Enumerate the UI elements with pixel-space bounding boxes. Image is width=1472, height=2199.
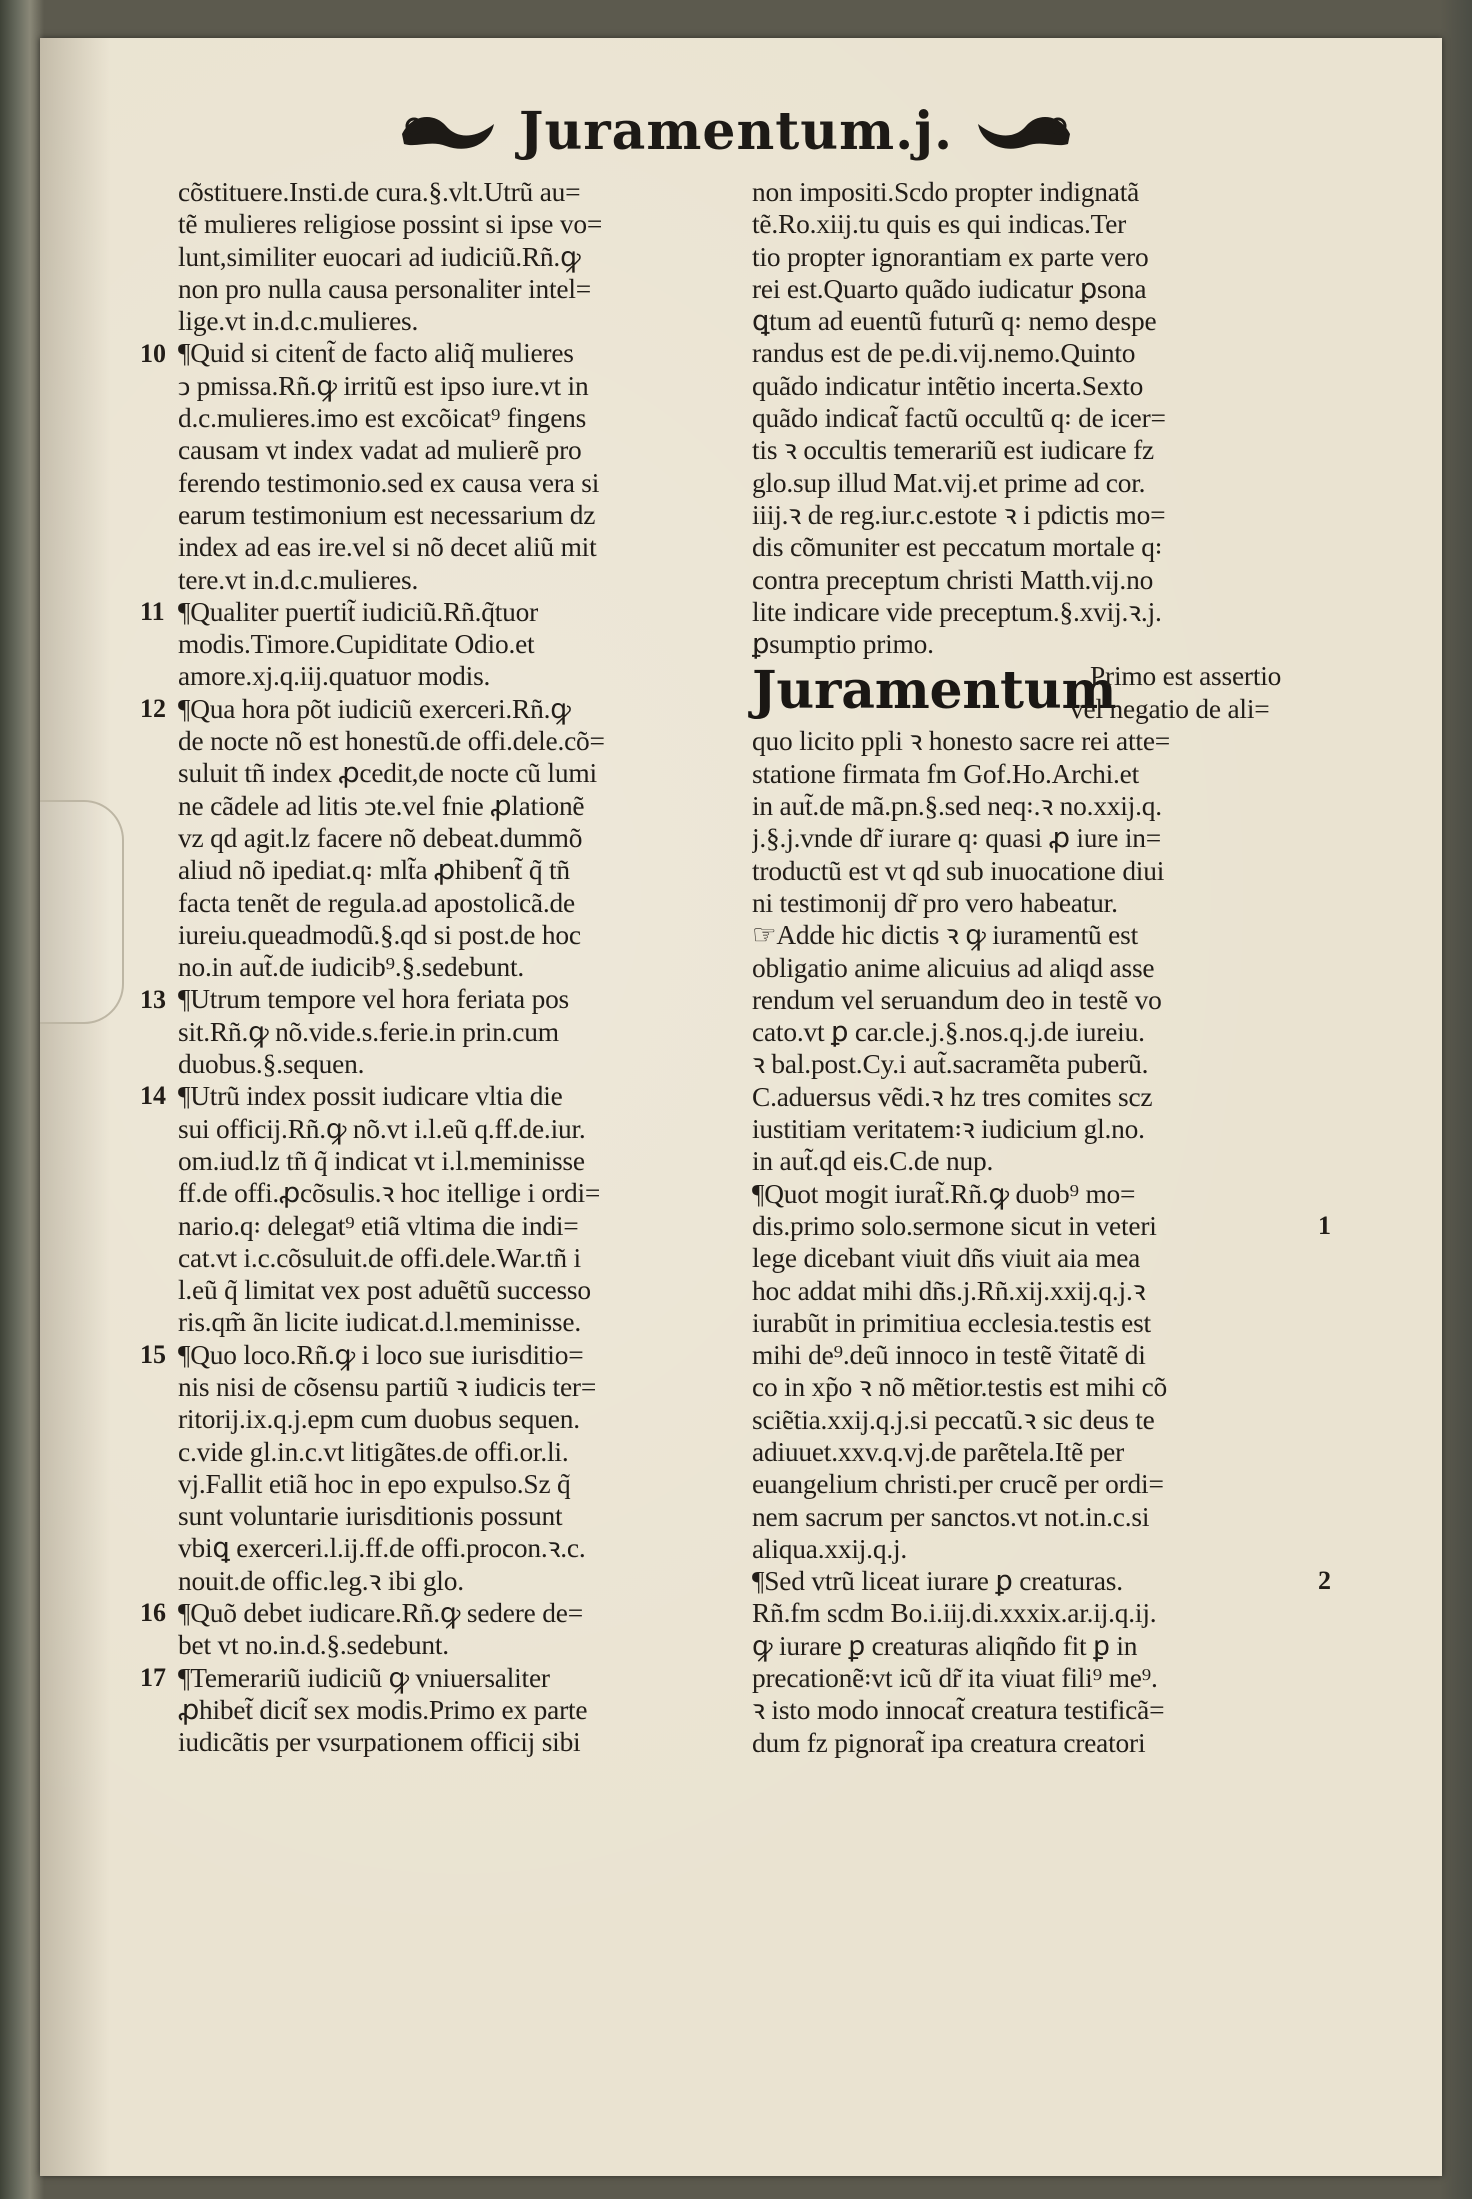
text-line: ritorij.ix.q.j.epm cum duobus sequen.: [178, 1404, 580, 1435]
text-line: Rñ.fm scdm Bo.i.iij.di.xxxix.ar.ij.q.ij.: [752, 1598, 1157, 1629]
text-line: index ad eas ire.vel si nõ decet aliũ mit: [178, 532, 597, 563]
text-line: causam vt index vadat ad mulierẽ pro: [178, 435, 582, 466]
margin-number: 16: [140, 1598, 166, 1628]
text-line: in aut̃.qd eis.C.de nup.: [752, 1146, 994, 1177]
text-line: duobus.§.sequen.: [178, 1049, 365, 1080]
text-line: Primo est assertio: [1090, 661, 1282, 692]
text-line: modis.Timore.Cupiditate Odio.et: [178, 629, 535, 660]
text-line: vel negatio de ali=: [1070, 693, 1270, 724]
text-line: om.iud.lz tñ q̃ indicat vt i.l.meminisse: [178, 1145, 585, 1176]
headword: Juramentum: [752, 660, 1117, 722]
text-line: l.eũ q̃ limitat vex post aduẽtũ successo: [178, 1275, 591, 1306]
text-line: in aut̃.de mã.pn.§.sed neq꞉.ꝛ no.xxij.q.: [752, 791, 1162, 822]
text-line: ff.de offi.ꝓcõsulis.ꝛ hoc itellige i ordi=: [178, 1178, 601, 1209]
text-line: cõstituere.Insti.de cura.§.vlt.Utrũ au=: [178, 177, 581, 207]
text-line: ꝓhibet̃ dicit̃ sex modis.Primo ex parte: [178, 1694, 588, 1725]
text-line: ris.qm̃ ãn licite iudicat.d.l.meminisse.: [178, 1307, 581, 1338]
text-line: iiij.ꝛ de reg.iur.c.estote ꝛ i pdictis mo=: [752, 499, 1166, 530]
text-line: amore.xj.q.iij.quatuor modis.: [178, 661, 491, 692]
running-header: [0, 92, 1472, 172]
text-line: quãdo indicat̃ factũ occultũ q꞉ de icer=: [752, 403, 1166, 434]
text-line: aliud nõ ipediat.q꞉ mlt̃a ꝓhibent̃ q̃ tñ: [178, 855, 570, 886]
text-line: iureiu.queadmodũ.§.qd si post.de hoc: [178, 919, 581, 950]
text-line: ¶Quot mogit iurat̃.Rñ.ꝙ duob⁹ mo=: [752, 1178, 1136, 1209]
right-column-top: [752, 176, 1314, 660]
text-line: cat.vt i.c.cõsuluit.de offi.dele.War.tñ i: [178, 1242, 581, 1273]
text-line: sit.Rñ.ꝙ nõ.vide.s.ferie.in prin.cum: [178, 1016, 559, 1047]
text-line: non pro nulla causa personaliter intel=: [178, 273, 592, 304]
page-clip: [40, 800, 124, 1024]
text-line: ne cãdele ad litis ↄte.vel fnie ꝓlationẽ: [178, 790, 585, 821]
text-line: ¶Qua hora põt iudiciũ exerceri.Rñ.ꝙ: [178, 693, 571, 724]
text-line: nem sacrum per sanctos.vt not.in.c.si: [752, 1501, 1150, 1532]
right-ornament-icon: [968, 104, 1078, 160]
text-line: earum testimonium est necessarium dz: [178, 499, 596, 530]
text-line: nouit.de offic.leg.ꝛ ibi glo.: [178, 1565, 464, 1596]
left-text-column: [178, 176, 748, 1759]
text-line: quo licito ppli ꝛ honesto sacre rei atte=: [752, 726, 1171, 757]
text-line: facta tenẽt de regula.ad apostolicã.de: [178, 887, 575, 918]
margin-number: 10: [140, 338, 166, 368]
text-line: lite indicare vide preceptum.§.xvij.ꝛ.j.: [752, 596, 1162, 627]
text-line: ¶Qualiter puertit̃ iudiciũ.Rñ.q̃tuor: [178, 596, 539, 627]
text-line: ꝑsumptio primo.: [752, 629, 934, 660]
text-line: sciẽtia.xxij.q.j.si peccatũ.ꝛ sic deus te: [752, 1404, 1155, 1435]
text-line: rei est.Quarto quãdo iudicatur ꝑsona: [752, 273, 1147, 304]
right-column-bottom: [752, 725, 1314, 1759]
text-line: mihi de⁹.deũ innoco in testẽ ṽitatẽ di: [752, 1340, 1146, 1371]
text-line: bet vt no.in.d.§.sedebunt.: [178, 1630, 449, 1661]
text-line: ¶Temerariũ iudiciũ ꝙ vniuersaliter: [178, 1662, 550, 1693]
text-line: nario.q꞉ delegat⁹ etiã vltima die indi=: [178, 1210, 579, 1241]
margin-number: 17: [140, 1662, 166, 1692]
text-line: dis cõmuniter est peccatum mortale q꞉: [752, 532, 1163, 563]
text-line: hoc addat mihi dñs.j.Rñ.xij.xxij.q.j.ꝛ: [752, 1275, 1146, 1306]
text-line: statione firmata fm Gof.Ho.Archi.et: [752, 758, 1139, 789]
text-line: tere.vt in.d.c.mulieres.: [178, 564, 419, 595]
text-line: vbiꝗ exerceri.l.ij.ff.de offi.procon.ꝛ.c.: [178, 1533, 586, 1564]
text-line: euangelium christi.per crucẽ per ordi=: [752, 1469, 1164, 1500]
text-line: tis ꝛ occultis temerariũ est iudicare fz: [752, 435, 1154, 466]
text-line: ↄ pmissa.Rñ.ꝙ irritũ est ipso iure.vt in: [178, 370, 589, 401]
text-line: vz qd agit.lz facere nõ debeat.dummõ: [178, 822, 583, 853]
text-line: d.c.mulieres.imo est excõicat⁹ fingens: [178, 403, 587, 434]
text-line: iurabũt in primitiua ecclesia.testis est: [752, 1307, 1151, 1338]
text-line: sunt voluntarie iurisditionis possunt: [178, 1501, 563, 1532]
text-line: c.vide gl.in.c.vt litigãtes.de offi.or.li.: [178, 1436, 569, 1467]
text-line: ¶Utrũ index possit iudicare vltia die: [178, 1081, 563, 1112]
text-line: ¶Utrum tempore vel hora feriata pos: [178, 984, 570, 1015]
text-line: non impositi.Scdo propter indignatã: [752, 177, 1140, 207]
margin-number: 11: [140, 596, 165, 626]
text-line: ꝙ iurare ꝑ creaturas aliqñdo fit ꝑ in: [752, 1630, 1138, 1661]
margin-number: 13: [140, 984, 166, 1014]
text-line: glo.sup illud Mat.vij.et prime ad cor.: [752, 467, 1146, 498]
text-line: obligatio anime alicuius ad aliqd asse: [752, 952, 1155, 983]
text-line: j.§.j.vnde dr̃ iurare q꞉ quasi ꝓ iure in=: [752, 823, 1161, 854]
text-line: C.aduersus vẽdi.ꝛ hz tres comites scz: [752, 1081, 1153, 1112]
margin-number: 1: [1318, 1211, 1331, 1240]
text-line: troductũ est vt qd sub inuocatione diui: [752, 855, 1165, 886]
text-line: suluit tñ index ꝓcedit,de nocte cũ lumi: [178, 758, 597, 789]
margin-number: 12: [140, 693, 166, 723]
text-line: sui officij.Rñ.ꝙ nõ.vt i.l.eũ q.ff.de.iur.: [178, 1113, 586, 1144]
text-line: co in xp̃o ꝛ nõ mẽtior.testis est mihi cõ: [752, 1372, 1168, 1403]
text-line: ☞Adde hic dictis ꝛ ꝙ iuramentũ est: [752, 920, 1139, 951]
text-line: aliqua.xxij.q.j.: [752, 1533, 908, 1564]
text-line: precationẽ꞉vt icũ dr̃ ita viuat fili⁹ me⁹.: [752, 1663, 1158, 1694]
text-line: vj.Fallit etiã hoc in epo expulso.Sz q̃: [178, 1468, 571, 1499]
text-line: cato.vt ꝑ car.cle.j.§.nos.q.j.de iureiu.: [752, 1017, 1145, 1048]
margin-number: 14: [140, 1081, 166, 1111]
margin-number: 15: [140, 1339, 166, 1369]
text-line: iustitiam veritatem꞉ꝛ iudicium gl.no.: [752, 1114, 1145, 1145]
headword-block: [752, 660, 1314, 725]
text-line: ¶Quo loco.Rñ.ꝙ i loco sue iurisditio=: [178, 1339, 584, 1370]
text-line: adiuuet.xxv.q.vj.de parẽtela.Itẽ per: [752, 1436, 1125, 1467]
text-line: de nocte nõ est honestũ.de offi.dele.cõ=: [178, 726, 605, 757]
text-line: dum fz pignorat̃ ipa creatura creatori: [752, 1727, 1146, 1758]
text-line: nis nisi de cõsensu partiũ ꝛ iudicis ter=: [178, 1371, 597, 1402]
text-line: ¶Quid si citent̃ de facto aliq̃ mulieres: [178, 338, 574, 369]
text-line: quãdo indicatur intẽtio incerta.Sexto: [752, 370, 1144, 401]
text-line: randus est de pe.di.vij.nemo.Quinto: [752, 338, 1136, 369]
text-line: no.in aut̃.de iudicib⁹.§.sedebunt.: [178, 952, 525, 983]
text-line: ꝗtum ad euentũ futurũ q꞉ nemo despe: [752, 306, 1157, 337]
text-line: ni testimonij dr̃ pro vero habeatur.: [752, 887, 1118, 918]
right-text-column: [752, 176, 1314, 1759]
headword-side-text: [1070, 660, 1281, 725]
text-line: ꝛ bal.post.Cy.i aut̃.sacramẽta puberũ.: [752, 1049, 1149, 1080]
text-line: lige.vt in.d.c.mulieres.: [178, 306, 419, 337]
text-line: contra preceptum christi Matth.vij.no: [752, 564, 1154, 595]
text-line: tẽ.Ro.xiij.tu quis es qui indicas.Ter: [752, 209, 1127, 240]
text-line: dis.primo solo.sermone sicut in veteri: [752, 1210, 1157, 1241]
margin-number: 2: [1318, 1566, 1331, 1596]
page-title: Juramentum.j.: [518, 101, 954, 162]
text-line: tio propter ignorantiam ex parte vero: [752, 241, 1149, 272]
text-line: ¶Quõ debet iudicare.Rñ.ꝙ sedere de=: [178, 1598, 583, 1629]
left-ornament-icon: [394, 104, 504, 160]
text-line: ferendo testimonio.sed ex causa vera si: [178, 467, 600, 498]
text-line: ꝛ isto modo innocat̃ creatura testificã=: [752, 1695, 1165, 1726]
text-line: lege dicebant viuit dñs viuit aia mea: [752, 1243, 1141, 1274]
text-line: lunt,similiter euocari ad iudiciũ.Rñ.ꝙ: [178, 241, 581, 272]
text-line: rendum vel seruandum deo in testẽ vo: [752, 984, 1162, 1015]
text-line: iudicãtis per vsurpationem officij sibi: [178, 1727, 581, 1758]
text-line: ¶Sed vtrũ liceat iurare ꝑ creaturas.: [752, 1566, 1123, 1597]
text-line: tẽ mulieres religiose possint si ipse vo=: [178, 209, 603, 240]
